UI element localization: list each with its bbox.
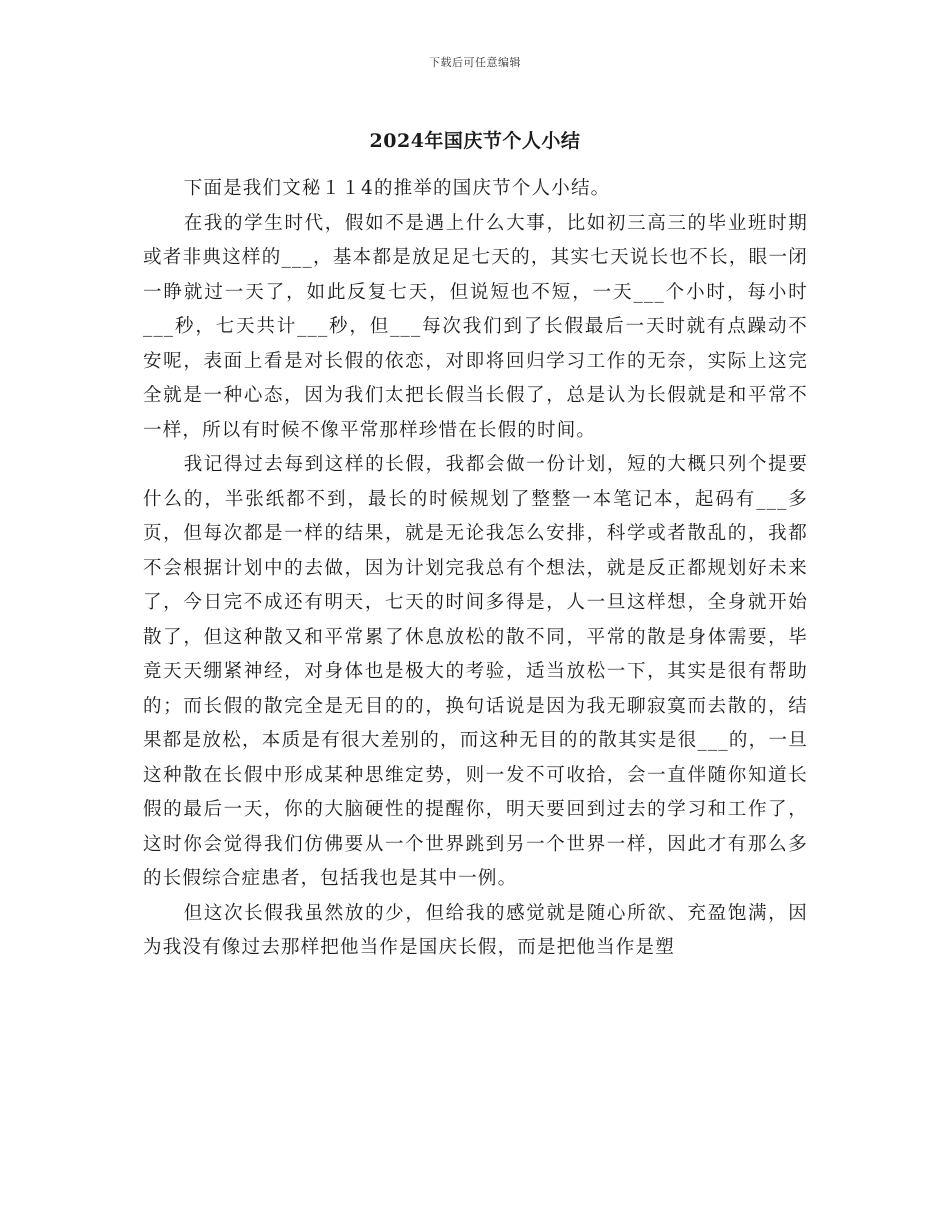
paragraph-intro: 下面是我们文秘１１4的推举的国庆节个人小结。 — [183, 178, 611, 199]
document-body — [143, 172, 808, 966]
header-note: 下载后可任意编辑 — [429, 56, 521, 69]
paragraph-this-holiday: 但这次长假我虽然放的少，但给我的感觉就是随心所欲、充盈饱满，因为我没有像过去那样把他当作是国庆长假，而是把他当作是塑 — [143, 902, 808, 958]
paragraph-plans: 我记得过去每到这样的长假，我都会做一份计划，短的大概只列个提要什么的，半张纸都不到，最长的时候规划了整整一本笔记本，起码有___多页，但每次都是一样的结果，就是无论我怎么安排，科学或者散乱的，我都不会根据计划中的去做，因为计划完我总有个想法，就是反正都规划好未来了，今日完不成还有明天，七天的时间多得是，人一旦这样想，全身就开始散了，但这种散又和平常累了休息放松的散不同，平常的散是身体需要，毕竟天天绷紧神经，对身体也是极大的考验，适当放松一下，其实是很有帮助的；而长假的散完全是无目的的，换句话说是因为我无聊寂寞而去散的，结果都是放松，本质是有很大差别的，而这种无目的的散其实是很___的，一旦这种散在长假中形成某种思维定势，则一发不可收拾，会一直伴随你知道长假的最后一天，你的大脑硬性的提醒你，明天要回到过去的学习和工作了，这时你会觉得我们仿佛要从一个世界跳到另一个世界一样，因此才有那么多的长假综合症患者，包括我也是其中一例。 — [143, 454, 808, 889]
paragraph-student-days: 在我的学生时代，假如不是遇上什么大事，比如初三高三的毕业班时期或者非典这样的___，基本都是放足足七天的，其实七天说长也不长，眼一闭一睁就过一天了，如此反复七天，但说短也不短，一天___个小时，每小时___秒，七天共计___秒，但___每次我们到了长假最后一天时就有点躁动不安呢，表面上看是对长假的依恋，对即将回归学习工作的无奈，实际上这完全就是一种心态，因为我们太把长假当长假了，总是认为长假就是和平常不一样，所以有时候不像平常那样珍惜在长假的时间。 — [143, 212, 808, 441]
document-title: 2024年国庆节个人小结 — [369, 130, 581, 152]
